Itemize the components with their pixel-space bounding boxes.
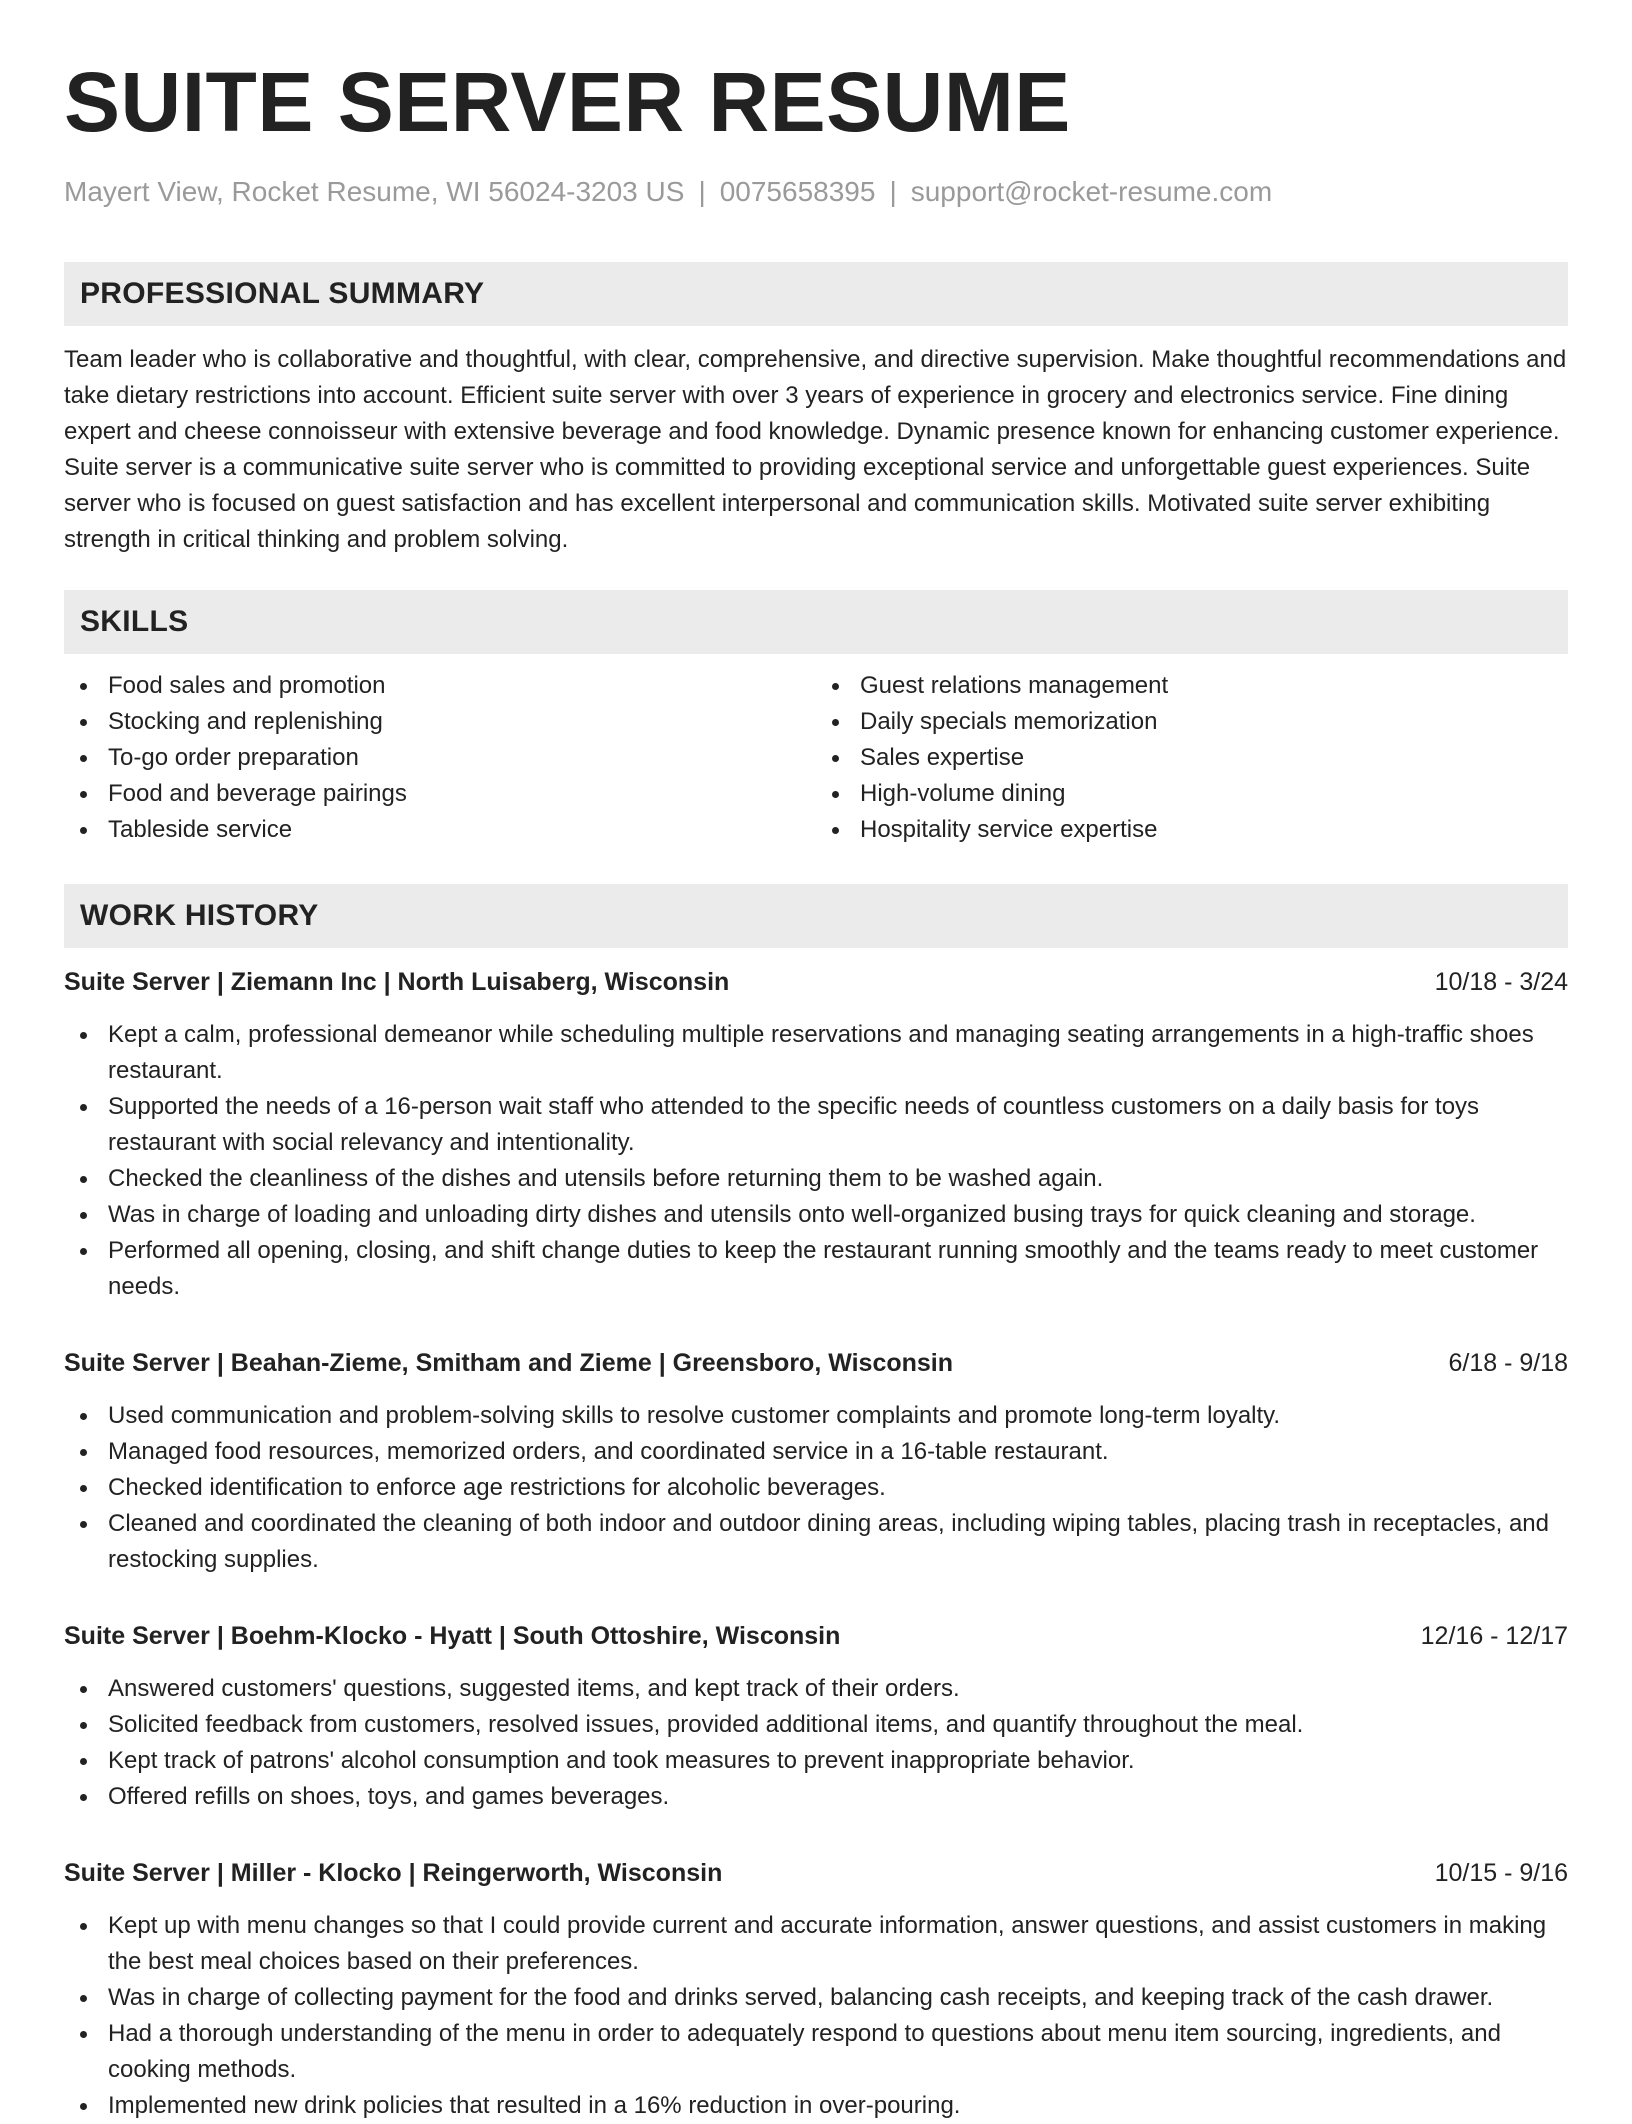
skill-item: To-go order preparation xyxy=(64,740,816,776)
job-header xyxy=(64,1345,1568,1381)
job-dates: 6/18 - 9/18 xyxy=(1448,1349,1568,1377)
job-bullet: Checked identification to enforce age restrictions for alcoholic beverages. xyxy=(64,1470,1568,1506)
job-dates: 12/16 - 12/17 xyxy=(1420,1622,1568,1650)
skill-item: Tableside service xyxy=(64,812,816,848)
job-bullet: Implemented new drink policies that resulted in a 16% reduction in over-pouring. xyxy=(64,2088,1568,2124)
job-bullet: Supported the needs of a 16-person wait staff who attended to the specific needs of countless customers on a daily basis for toys restaurant with social relevancy and intentionality. xyxy=(64,1089,1568,1161)
contact-line xyxy=(64,174,1568,210)
skill-item: Food sales and promotion xyxy=(64,668,816,704)
contact-email: support@rocket-resume.com xyxy=(910,176,1273,207)
job-bullets xyxy=(64,1908,1568,2124)
job-bullet: Managed food resources, memorized orders, and coordinated service in a 16-table restaurant. xyxy=(64,1434,1568,1470)
job-header xyxy=(64,1618,1568,1654)
resume-title: SUITE SERVER RESUME xyxy=(64,55,1071,149)
section-header-summary: PROFESSIONAL SUMMARY xyxy=(64,262,1568,326)
job-bullets xyxy=(64,1398,1568,1578)
skill-item: Daily specials memorization xyxy=(816,704,1568,740)
job-title: Suite Server | Miller - Klocko | Reingerworth, Wisconsin xyxy=(64,1859,723,1887)
job-title: Suite Server | Ziemann Inc | North Luisaberg, Wisconsin xyxy=(64,968,730,996)
skill-item: Sales expertise xyxy=(816,740,1568,776)
section-header-work-history: WORK HISTORY xyxy=(64,884,1568,948)
contact-phone: 0075658395 xyxy=(719,176,876,207)
job-bullets xyxy=(64,1671,1568,1815)
skill-item: Food and beverage pairings xyxy=(64,776,816,812)
job-bullet: Kept up with menu changes so that I could provide current and accurate information, answer questions, and assist customers in making the best meal choices based on their preferences. xyxy=(64,1908,1568,1980)
skill-item: Hospitality service expertise xyxy=(816,812,1568,848)
section-header-skills: SKILLS xyxy=(64,590,1568,654)
job-dates: 10/15 - 9/16 xyxy=(1434,1859,1568,1887)
job-bullet: Was in charge of collecting payment for the food and drinks served, balancing cash receipts, and keeping track of the cash drawer. xyxy=(64,1980,1568,2016)
job-bullet: Used communication and problem-solving skills to resolve customer complaints and promote long-term loyalty. xyxy=(64,1398,1568,1434)
job-title: Suite Server | Boehm-Klocko - Hyatt | South Ottoshire, Wisconsin xyxy=(64,1622,841,1650)
job-bullet: Kept track of patrons' alcohol consumption and took measures to prevent inappropriate behavior. xyxy=(64,1743,1568,1779)
job-bullet: Kept a calm, professional demeanor while scheduling multiple reservations and managing seating arrangements in a high-traffic shoes restaurant. xyxy=(64,1017,1568,1089)
skill-item: Stocking and replenishing xyxy=(64,704,816,740)
job-header xyxy=(64,1855,1568,1891)
contact-separator: | xyxy=(698,176,706,207)
job-bullet: Checked the cleanliness of the dishes and utensils before returning them to be washed again. xyxy=(64,1161,1568,1197)
job-bullet: Cleaned and coordinated the cleaning of both indoor and outdoor dining areas, including wiping tables, placing trash in receptacles, and restocking supplies. xyxy=(64,1506,1568,1578)
job-header xyxy=(64,964,1568,1000)
job-title: Suite Server | Beahan-Zieme, Smitham and Zieme | Greensboro, Wisconsin xyxy=(64,1349,954,1377)
job-bullets xyxy=(64,1017,1568,1305)
job-dates: 10/18 - 3/24 xyxy=(1434,968,1568,996)
contact-address: Mayert View, Rocket Resume, WI 56024-3203 US xyxy=(64,176,685,207)
job-bullet: Offered refills on shoes, toys, and games beverages. xyxy=(64,1779,1568,1815)
skill-item: High-volume dining xyxy=(816,776,1568,812)
job-entry xyxy=(64,1345,1568,1578)
job-entry xyxy=(64,1618,1568,1815)
job-bullet: Performed all opening, closing, and shift change duties to keep the restaurant running smoothly and the teams ready to meet customer needs. xyxy=(64,1233,1568,1305)
job-bullet: Answered customers' questions, suggested items, and kept track of their orders. xyxy=(64,1671,1568,1707)
skills-column-left xyxy=(64,668,816,848)
job-entry xyxy=(64,1855,1568,2124)
job-bullet: Solicited feedback from customers, resolved issues, provided additional items, and quantify throughout the meal. xyxy=(64,1707,1568,1743)
skills-list xyxy=(64,668,1568,848)
job-entry xyxy=(64,964,1568,1305)
summary-text: Team leader who is collaborative and thoughtful, with clear, comprehensive, and directive supervision. Make thoughtful recommendations and take dietary restrictions into account. Efficient suite server with over 3 years of experience in grocery and electronics service. Fine dining expert and cheese connoisseur with extensive beverage and food knowledge. Dynamic presence known for enhancing customer experience. Suite server is a communicative suite server who is committed to providing exceptional service and unforgettable guest experiences. Suite server who is focused on guest satisfaction and has excellent interpersonal and communication skills. Motivated suite server exhibiting strength in critical thinking and problem solving. xyxy=(64,346,1567,553)
job-bullet: Was in charge of loading and unloading dirty dishes and utensils onto well-organized busing trays for quick cleaning and storage. xyxy=(64,1197,1568,1233)
contact-separator: | xyxy=(889,176,897,207)
skill-item: Guest relations management xyxy=(816,668,1568,704)
job-bullet: Had a thorough understanding of the menu in order to adequately respond to questions about menu item sourcing, ingredients, and cooking methods. xyxy=(64,2016,1568,2088)
skills-column-right xyxy=(816,668,1568,848)
